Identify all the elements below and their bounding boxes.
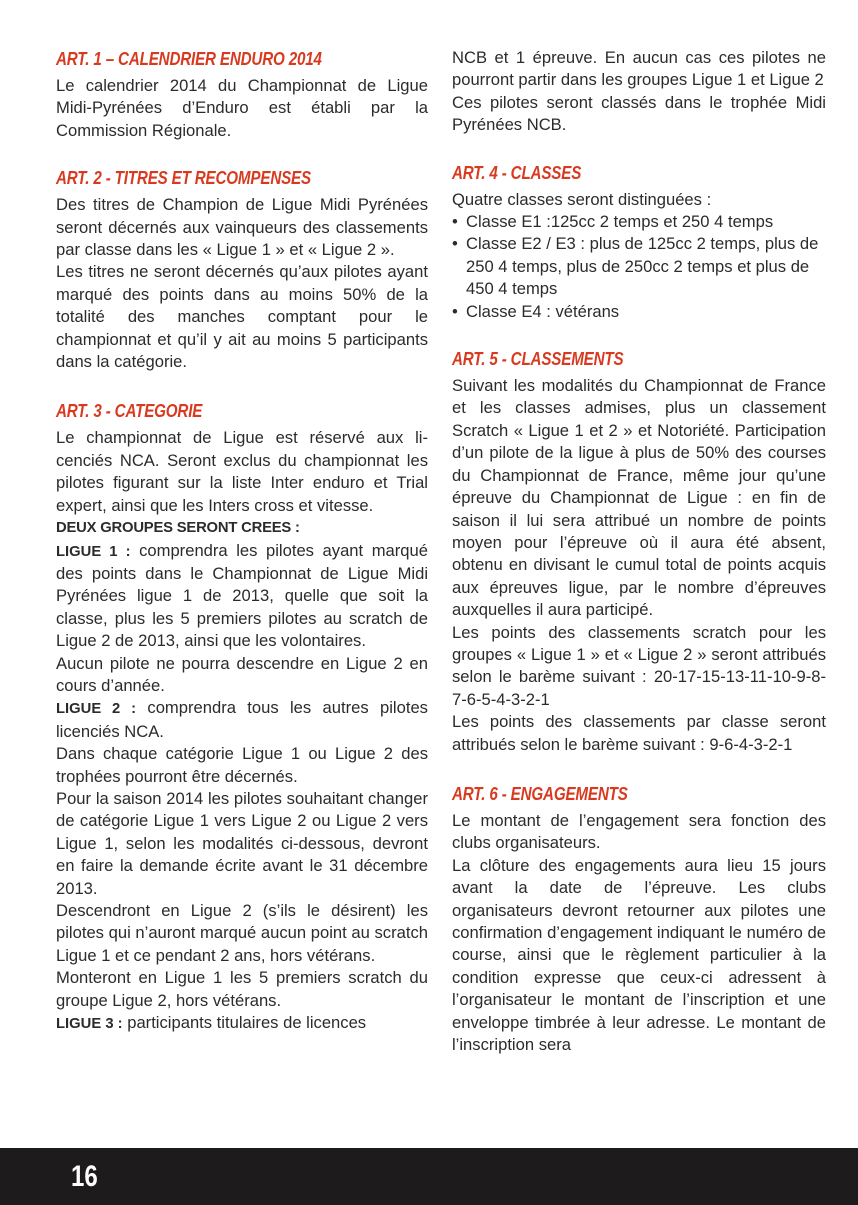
article-3-paragraph-4: Pour la saison 2014 les pilotes souhaitant changer de catégorie Ligue 1 vers Ligue 2 ou Ligue 2 vers Ligue 1, selon les modalités ci-dessous, devront en faire la demande écrite avant le 31 décembre 2013. xyxy=(56,788,428,898)
ligue-2-paragraph xyxy=(56,697,428,743)
article-3-heading: ART. 3 - CATEGORIE xyxy=(56,400,203,422)
article-3-paragraph-3: Dans chaque catégorie Ligue 1 ou Ligue 2 des trophées pourront être décernés. xyxy=(56,744,428,786)
article-5-paragraph-3: Les points des classements par classe seront attribués selon le barème suivant : 9-6-4-3-2-1 xyxy=(452,712,826,754)
article-5 xyxy=(452,347,826,756)
footer-band xyxy=(0,1148,858,1205)
article-3-paragraph-1: Le championnat de Ligue est réservé aux licenciés NCA. Seront exclus du championnat les pilotes figurant sur la liste Inter enduro et Trial expert, ainsi que les Inters cross et vitesse. xyxy=(56,428,428,515)
article-1-paragraph: Le calendrier 2014 du Championnat de Ligue Midi-Pyrénées d’Enduro est établi par la Commission Régionale. xyxy=(56,76,428,140)
continued-paragraph-1: NCB et 1 épreuve. En aucun cas ces pilotes ne pourront partir dans les groupes Ligue 1 et Ligue 2 xyxy=(452,48,826,90)
page-number: 16 xyxy=(71,1160,98,1193)
article-6-heading: ART. 6 - ENGAGEMENTS xyxy=(452,782,628,804)
article-3-paragraph-2: Aucun pilote ne pourra descendre en Ligue 2 en cours d’année. xyxy=(56,653,428,695)
article-2-heading: ART. 2 - TITRES ET RECOMPENSES xyxy=(56,167,311,189)
article-5-paragraph-1: Suivant les modalités du Championnat de France et les classes admises, plus un classement Scratch « Ligue 1 et 2 » et Notoriété. Participation d’un pilote de la ligue à plus de 50% des courses du Championnat de France, même jour qu’une épreuve du Championnat de Ligue : en fin de saison il lui sera attribué un nombre de points moyen pour l’épreuve où il aura été absent, obtenu en divisant le cumul total de points acquis aux épreuves ligue, par le nombre d’épreuves auxquelles il aura participé. xyxy=(452,376,826,620)
ligue-2-text: comprendra tous les autres pilotes licenciés NCA. xyxy=(56,698,428,741)
article-3-continued xyxy=(452,47,826,137)
class-list-item: • Classe E1 :125cc 2 temps et 250 4 temps xyxy=(452,211,826,233)
ligue-3-label: LIGUE 3 : xyxy=(56,1016,123,1033)
class-list-item: • Classe E2 / E3 : plus de 125cc 2 temps, plus de 250 4 temps, plus de 250cc 2 temps et plus de 450 4 temps xyxy=(452,233,826,300)
article-6-paragraph-2: La clôture des engagements aura lieu 15 jours avant la date de l’épreuve. Les clubs organisateurs devront retourner aux pilotes une confirmation d’engagement indiquant le numéro de course, ainsi que le règlement particulier à la condition expresse que ceux-ci adressent à l’organisateur le montant de l’inscription et une enveloppe timbrée à leur adresse. Le montant de l’inscription sera xyxy=(452,855,826,1055)
article-5-heading: ART. 5 - CLASSEMENTS xyxy=(452,348,624,370)
article-3-paragraph-5: Descendront en Ligue 2 (s’ils le désirent) les pilotes qui n’auront marqué aucun point au scratch Ligue 1 et ce pendant 2 ans, hors vétérans. xyxy=(56,901,428,965)
ligue-1-label: LIGUE 1 : xyxy=(56,543,131,560)
article-4-intro: Quatre classes seront distinguées : xyxy=(452,189,712,209)
ligue-3-paragraph xyxy=(56,1012,428,1035)
article-3 xyxy=(56,399,428,1035)
article-2-paragraph-1: Des titres de Champion de Ligue Midi Pyrénées seront décernés aux vainqueurs des classements par classe dans les « Ligue 1 » et « Ligue 2 ». xyxy=(56,195,428,260)
article-4 xyxy=(452,161,826,323)
ligue-2-label: LIGUE 2 : xyxy=(56,701,137,718)
article-6-paragraph-1: Le montant de l’engagement sera fonction des clubs organisateurs. xyxy=(452,810,826,853)
ligue-1-paragraph xyxy=(56,540,428,653)
continued-paragraph-2: Ces pilotes seront classés dans le trophée Midi Pyrénées NCB. xyxy=(452,92,826,135)
article-3-subheading: DEUX GROUPES SERONT CREES : xyxy=(56,520,300,537)
class-list xyxy=(452,211,826,323)
article-6 xyxy=(452,782,826,1056)
article-1-heading: ART. 1 – CALENDRIER ENDURO 2014 xyxy=(56,48,322,69)
ligue-3-text: participants titulaires de licences xyxy=(127,1013,367,1033)
article-5-paragraph-2: Les points des classements scratch pour les groupes « Ligue 1 » et « Ligue 2 » seront attribués selon le barème suivant : 20-17-15-13-11-10-9-8-7-6-5-4-3-2-1 xyxy=(452,622,826,709)
article-3-paragraph-6: Monteront en Ligue 1 les 5 premiers scratch du groupe Ligue 2, hors vétérans. xyxy=(56,968,428,1010)
article-2 xyxy=(56,166,428,373)
article-4-heading: ART. 4 - CLASSES xyxy=(452,161,582,183)
left-column xyxy=(56,47,428,1061)
ligue-1-text: comprendra les pilotes ayant marqué des points dans le Championnat de Ligue Midi Pyrénées ligue 1 de 2013, quelle que soit la classe, plus les 5 premiers pilotes au scratch de Ligue 2 de 2013, ainsi que les volontaires. xyxy=(56,540,428,651)
article-2-paragraph-2: Les titres ne seront décernés qu’aux pilotes ayant marqué des points dans au moins 50% de la totalité des manches comptant pour le championnat et qu’il y ait au moins 5 participants dans la catégorie. xyxy=(56,262,428,372)
right-column xyxy=(452,47,826,1082)
class-list-item: • Classe E4 : vétérans xyxy=(452,301,826,323)
article-1 xyxy=(56,47,428,142)
